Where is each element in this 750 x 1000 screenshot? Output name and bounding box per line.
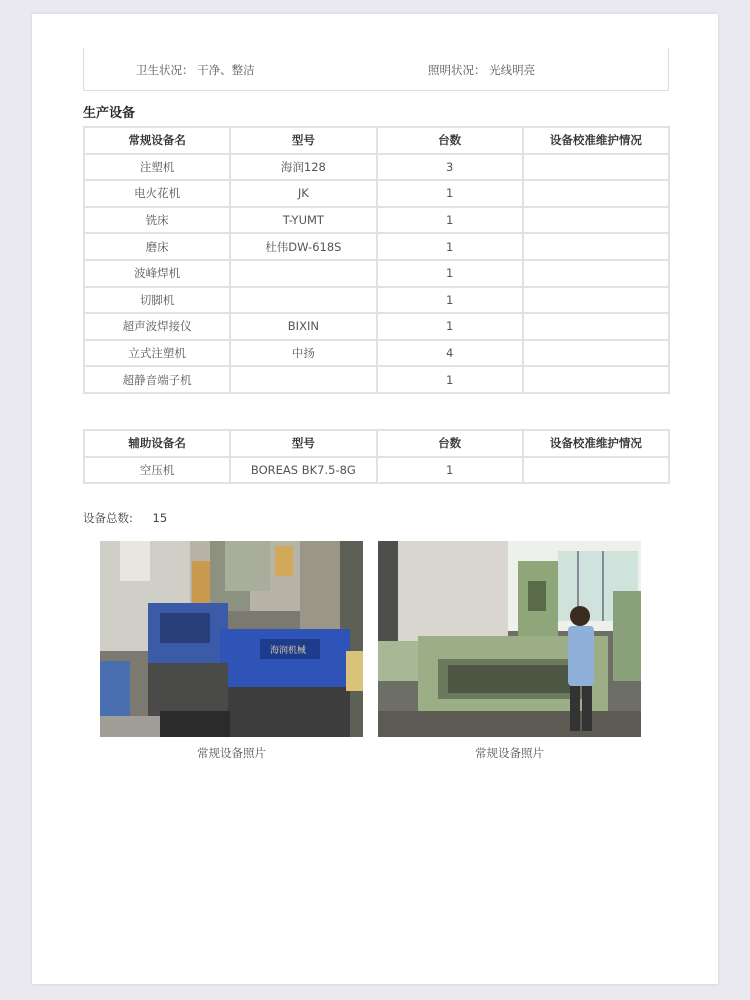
- cell-equipment-name: 空压机: [85, 458, 229, 483]
- table-header-row: [85, 128, 668, 153]
- cell-maintenance: [524, 288, 668, 313]
- cell-quantity: 1: [378, 181, 522, 206]
- cell-quantity: 1: [378, 314, 522, 339]
- header-equipment-name: 常规设备名: [85, 128, 229, 153]
- equipment-photo-injection-machine: [100, 541, 363, 737]
- cell-maintenance: [524, 458, 668, 483]
- table-row: [85, 155, 668, 180]
- auxiliary-equipment-table: [83, 429, 670, 484]
- cell-maintenance: [524, 181, 668, 206]
- machine-sign-text: 海润机械: [270, 646, 307, 656]
- cell-maintenance: [524, 155, 668, 180]
- cell-model: 海润128: [231, 155, 375, 180]
- cell-model: [231, 288, 375, 313]
- cell-model: BIXIN: [231, 314, 375, 339]
- hygiene-label: 卫生状况：: [136, 63, 194, 77]
- regular-equipment-rows: [85, 155, 668, 392]
- section-title: 生产设备: [83, 106, 136, 121]
- header-model: 型号: [231, 128, 375, 153]
- cell-equipment-name: 电火花机: [85, 181, 229, 206]
- photo-caption: 常规设备照片: [475, 746, 544, 760]
- photo-caption: 常规设备照片: [197, 746, 266, 760]
- cell-model: JK: [231, 181, 375, 206]
- cell-equipment-name: 切脚机: [85, 288, 229, 313]
- cell-quantity: 1: [378, 208, 522, 233]
- cell-model: [231, 367, 375, 392]
- table-row: [85, 181, 668, 206]
- document-page: [32, 14, 718, 984]
- cell-quantity: 1: [378, 288, 522, 313]
- table-row: [85, 234, 668, 259]
- cell-maintenance: [524, 208, 668, 233]
- cell-equipment-name: 立式注塑机: [85, 341, 229, 366]
- table-row: [85, 208, 668, 233]
- total-label: 设备总数:: [83, 511, 133, 525]
- cell-model: 杜伟DW-618S: [231, 234, 375, 259]
- lighting-status: [428, 62, 535, 78]
- header-aux-equipment-name: 辅助设备名: [85, 431, 229, 456]
- cell-quantity: 3: [378, 155, 522, 180]
- cell-model: BOREAS BK7.5-8G: [231, 458, 375, 483]
- table-row: [85, 288, 668, 313]
- table-header-row: [85, 431, 668, 456]
- cell-maintenance: [524, 261, 668, 286]
- cell-quantity: 1: [378, 458, 522, 483]
- cell-quantity: 1: [378, 234, 522, 259]
- cell-model: 中扬: [231, 341, 375, 366]
- table-row: [85, 367, 668, 392]
- table-row: [85, 458, 668, 483]
- cell-quantity: 1: [378, 261, 522, 286]
- header-maintenance: 设备校准维护情况: [524, 128, 668, 153]
- table-row: [85, 314, 668, 339]
- cell-equipment-name: 超声波焊接仪: [85, 314, 229, 339]
- auxiliary-equipment-rows: [85, 458, 668, 483]
- table-row: [85, 261, 668, 286]
- cell-maintenance: [524, 234, 668, 259]
- cell-equipment-name: 磨床: [85, 234, 229, 259]
- environment-info-box: [83, 48, 669, 91]
- header-quantity: 台数: [378, 128, 522, 153]
- cell-model: [231, 261, 375, 286]
- lighting-value: 光线明亮: [489, 63, 536, 77]
- cell-maintenance: [524, 314, 668, 339]
- equipment-photo-edm-machine: [378, 541, 641, 737]
- cell-equipment-name: 波峰焊机: [85, 261, 229, 286]
- equipment-total: [83, 510, 167, 526]
- hygiene-value: 干净、整洁: [197, 63, 255, 77]
- cell-quantity: 4: [378, 341, 522, 366]
- header-quantity: 台数: [378, 431, 522, 456]
- cell-maintenance: [524, 367, 668, 392]
- cell-model: T-YUMT: [231, 208, 375, 233]
- hygiene-status: [136, 62, 255, 78]
- cell-equipment-name: 铣床: [85, 208, 229, 233]
- header-maintenance: 设备校准维护情况: [524, 431, 668, 456]
- cell-equipment-name: 超静音端子机: [85, 367, 229, 392]
- header-model: 型号: [231, 431, 375, 456]
- cell-quantity: 1: [378, 367, 522, 392]
- cell-maintenance: [524, 341, 668, 366]
- regular-equipment-table: [83, 126, 670, 394]
- table-row: [85, 341, 668, 366]
- cell-equipment-name: 注塑机: [85, 155, 229, 180]
- total-value: 15: [152, 511, 168, 525]
- lighting-label: 照明状况：: [428, 63, 486, 77]
